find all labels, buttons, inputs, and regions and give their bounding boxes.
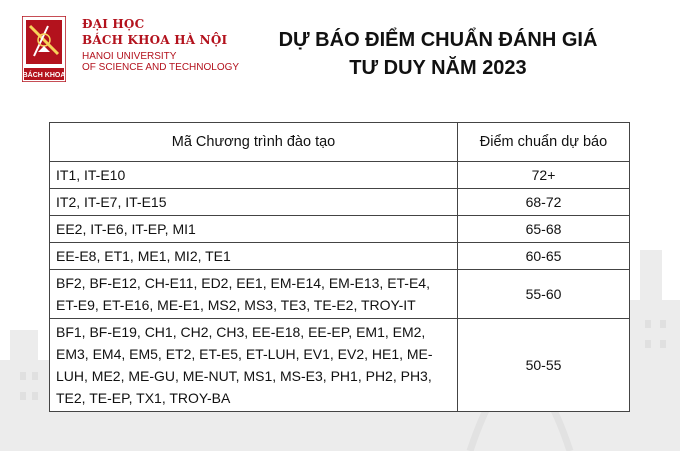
- university-name-line2: BÁCH KHOA HÀ NỘI: [82, 32, 228, 47]
- program-codes-cell: EE2, IT-E6, IT-EP, MI1: [50, 216, 458, 243]
- table-row: [50, 189, 630, 216]
- university-name-block: [82, 18, 239, 74]
- program-codes-cell: IT2, IT-E7, IT-E15: [50, 189, 458, 216]
- table-row: [50, 243, 630, 270]
- university-name-line1: ĐẠI HỌC: [82, 17, 145, 31]
- university-name-en-line1: HANOI UNIVERSITY: [82, 50, 177, 62]
- cutoff-score-table: [49, 122, 630, 412]
- table-row: [50, 162, 630, 189]
- university-name-en-line2: OF SCIENCE AND TECHNOLOGY: [82, 62, 240, 74]
- predicted-score-cell: 68-72: [458, 189, 630, 216]
- title-line1: DỰ BÁO ĐIỂM CHUẨN ĐÁNH GIÁ: [278, 29, 598, 51]
- program-codes-cell: BF2, BF-E12, CH-E11, ED2, EE1, EM-E14, EM-E13, ET-E4, ET-E9, ET-E16, ME-E1, MS2, MS3, TE3, TE-E2, TROY-IT: [50, 270, 458, 319]
- university-logo: [22, 16, 66, 82]
- column-header-predicted-score: Điểm chuẩn dự báo: [458, 123, 630, 162]
- title-line2: TƯ DUY NĂM 2023: [349, 57, 527, 79]
- program-codes-cell: BF1, BF-E19, CH1, CH2, CH3, EE-E18, EE-EP, EM1, EM2, EM3, EM4, EM5, ET2, ET-E5, ET-LUH, EV1, EV2, HE1, ME-LUH, ME2, ME-GU, ME-NUT, MS1, MS-E3, PH1, PH2, PH3, TE2, TE-EP, TX1, TROY-BA: [50, 319, 458, 412]
- program-codes-cell: EE-E8, ET1, ME1, MI2, TE1: [50, 243, 458, 270]
- table-row: [50, 319, 630, 412]
- column-header-program-codes: Mã Chương trình đào tạo: [50, 123, 458, 162]
- page-title: [232, 26, 644, 82]
- predicted-score-cell: 60-65: [458, 243, 630, 270]
- predicted-score-cell: 55-60: [458, 270, 630, 319]
- logo-text: BÁCH KHOA: [22, 72, 66, 79]
- predicted-score-cell: 72+: [458, 162, 630, 189]
- table-header-row: [50, 123, 630, 162]
- predicted-score-cell: 65-68: [458, 216, 630, 243]
- table-row: [50, 216, 630, 243]
- program-codes-cell: IT1, IT-E10: [50, 162, 458, 189]
- table-row: [50, 270, 630, 319]
- predicted-score-cell: 50-55: [458, 319, 630, 412]
